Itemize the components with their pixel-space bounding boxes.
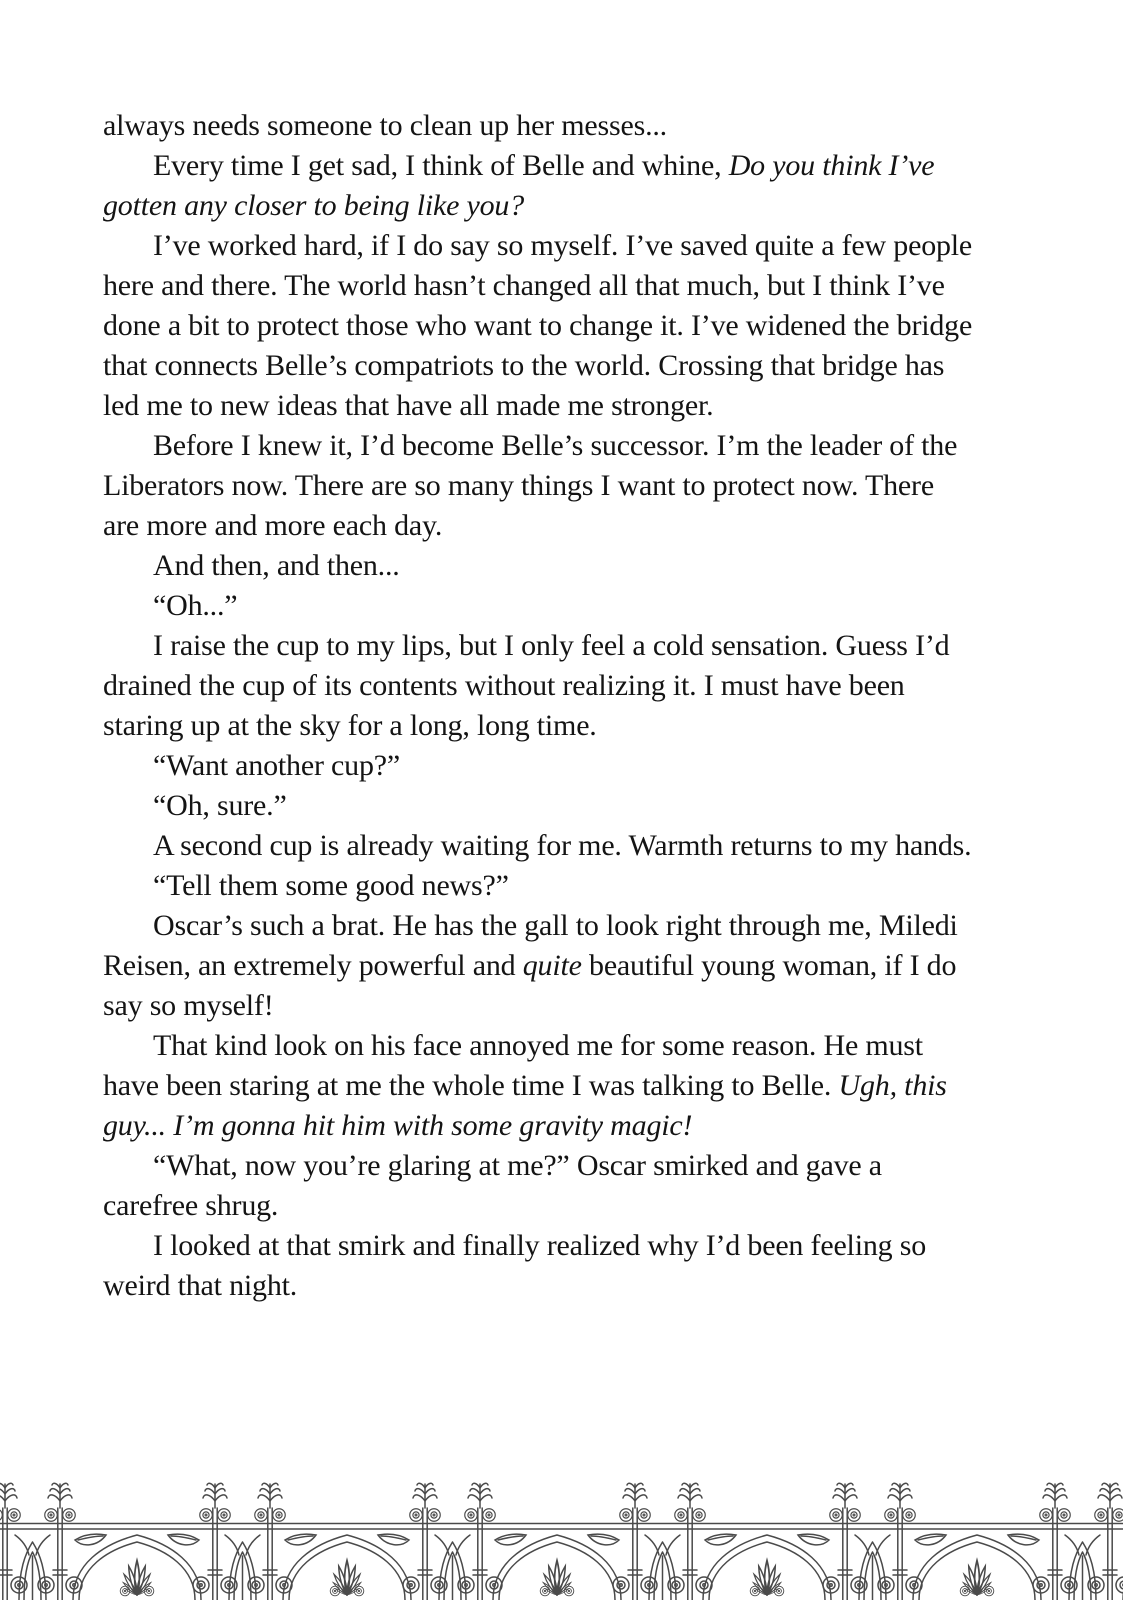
text-run: A second cup is already waiting for me. Warmth returns to my hands. <box>153 829 972 862</box>
paragraph <box>103 906 977 1026</box>
paragraph <box>103 426 977 546</box>
text-run: “Oh, sure.” <box>153 789 287 822</box>
paragraph <box>103 106 977 146</box>
paragraph <box>103 626 977 746</box>
text-run: quite <box>522 949 582 982</box>
paragraph <box>103 826 977 866</box>
text-run: “Tell them some good news?” <box>153 869 509 902</box>
paragraph <box>103 146 977 226</box>
text-run: I’ve worked hard, if I do say so myself. I’ve saved quite a few people here and there. The world hasn’t changed all that much, but I think I’ve done a bit to protect those who want to change it. I’ve widened the bridge that connects Belle’s compatriots to the world. Crossing that bridge has led me to new ideas that have all made me stronger. <box>103 229 973 422</box>
text-run: “Want another cup?” <box>153 749 400 782</box>
text-run: And then, and then... <box>153 549 400 582</box>
page-text <box>103 106 977 1306</box>
text-run: Before I knew it, I’d become Belle’s successor. I’m the leader of the Liberators now. There are so many things I want to protect now. There are more and more each day. <box>103 429 958 542</box>
text-run: Oscar’s such a brat. He has the gall to look right through me, Miledi Reisen, an extremely powerful and <box>103 909 958 982</box>
wrought-iron-border-graphic <box>0 1478 1123 1600</box>
paragraph <box>103 1146 977 1226</box>
text-run: beautiful young woman, if I do say so myself! <box>103 949 957 1022</box>
text-run: Ugh, this guy... I’m gonna hit him with some gravity magic! <box>103 1069 947 1142</box>
text-run: Every time I get sad, I think of Belle and whine, <box>153 149 729 182</box>
paragraph <box>103 1026 977 1146</box>
text-run: “What, now you’re glaring at me?” Oscar smirked and gave a carefree shrug. <box>103 1149 882 1222</box>
paragraph <box>103 866 977 906</box>
text-run: Do you think I’ve gotten any closer to being like you? <box>103 149 935 222</box>
text-run: “Oh...” <box>153 589 238 622</box>
paragraph <box>103 546 977 586</box>
paragraph <box>103 786 977 826</box>
paragraph <box>103 226 977 426</box>
text-run: I raise the cup to my lips, but I only feel a cold sensation. Guess I’d drained the cup of its contents without realizing it. I must have been staring up at the sky for a long, long time. <box>103 629 950 742</box>
paragraph <box>103 1226 977 1306</box>
text-run: That kind look on his face annoyed me for some reason. He must have been staring at me the whole time I was talking to Belle. <box>103 1029 923 1102</box>
text-run: always needs someone to clean up her messes... <box>103 109 667 142</box>
paragraph <box>103 586 977 626</box>
text-run: I looked at that smirk and finally realized why I’d been feeling so weird that night. <box>103 1229 927 1302</box>
paragraph <box>103 746 977 786</box>
bottom-ornament-border <box>0 1478 1123 1600</box>
